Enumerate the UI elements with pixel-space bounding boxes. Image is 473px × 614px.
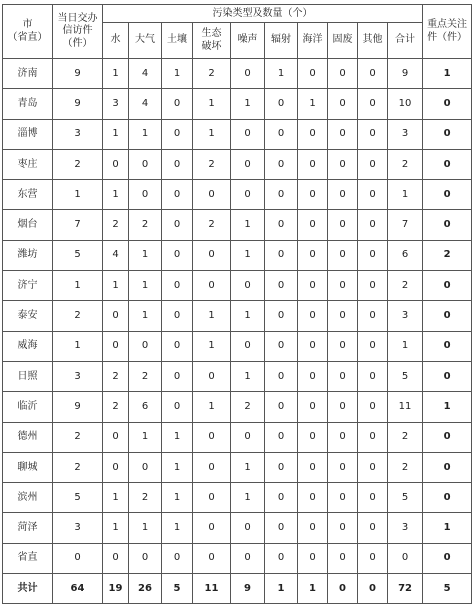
table-cell: 0 xyxy=(328,483,358,513)
table-cell: 0 xyxy=(358,210,388,240)
total-label: 共计 xyxy=(3,574,53,604)
total-cell: 1 xyxy=(265,574,298,604)
table-cell: 1 xyxy=(103,513,129,543)
table-cell: 0 xyxy=(358,149,388,179)
total-cell: 9 xyxy=(231,574,265,604)
header-type: 水 xyxy=(103,23,129,59)
table-cell: 4 xyxy=(129,89,162,119)
table-cell: 0 xyxy=(162,149,193,179)
table-cell: 0 xyxy=(129,149,162,179)
table-cell: 0 xyxy=(162,361,193,391)
table-row xyxy=(3,331,472,361)
table-row xyxy=(3,543,472,573)
table-cell: 0 xyxy=(265,240,298,270)
table-cell: 1 xyxy=(129,422,162,452)
table-cell: 0 xyxy=(358,361,388,391)
table-cell: 2 xyxy=(388,452,423,482)
table-cell: 0 xyxy=(328,392,358,422)
table-cell: 2 xyxy=(231,392,265,422)
table-cell: 0 xyxy=(358,119,388,149)
table-row xyxy=(3,513,472,543)
table-cell: 0 xyxy=(231,271,265,301)
row-city-name: 威海 xyxy=(3,331,53,361)
table-cell: 1 xyxy=(103,483,129,513)
table-cell: 0 xyxy=(298,513,328,543)
table-cell: 0 xyxy=(358,301,388,331)
table-cell: 0 xyxy=(298,392,328,422)
table-row xyxy=(3,119,472,149)
table-cell: 0 xyxy=(265,513,298,543)
table-cell: 0 xyxy=(358,271,388,301)
table-cell: 0 xyxy=(298,301,328,331)
table-cell: 0 xyxy=(358,422,388,452)
table-cell: 7 xyxy=(388,210,423,240)
header-type: 噪声 xyxy=(231,23,265,59)
table-cell: 2 xyxy=(193,210,231,240)
table-cell: 10 xyxy=(388,89,423,119)
table-row xyxy=(3,89,472,119)
header-type: 合计 xyxy=(388,23,423,59)
table-cell: 0 xyxy=(162,240,193,270)
table-cell: 0 xyxy=(298,119,328,149)
table-cell: 5 xyxy=(388,361,423,391)
table-cell: 0 xyxy=(265,543,298,573)
table-cell: 0 xyxy=(103,543,129,573)
table-cell: 1 xyxy=(129,271,162,301)
table-cell: 2 xyxy=(423,240,472,270)
table-cell: 1 xyxy=(231,483,265,513)
total-cell: 1 xyxy=(298,574,328,604)
table-cell: 2 xyxy=(388,271,423,301)
table-cell: 0 xyxy=(298,59,328,89)
table-cell: 0 xyxy=(265,271,298,301)
table-cell: 1 xyxy=(129,119,162,149)
table-cell: 1 xyxy=(162,513,193,543)
table-cell: 1 xyxy=(193,392,231,422)
table-cell: 1 xyxy=(423,513,472,543)
total-cell: 11 xyxy=(193,574,231,604)
table-cell: 0 xyxy=(265,210,298,240)
total-cell: 5 xyxy=(423,574,472,604)
row-city-name: 东营 xyxy=(3,180,53,210)
row-city-name: 聊城 xyxy=(3,452,53,482)
table-cell: 1 xyxy=(231,361,265,391)
table-cell: 1 xyxy=(129,240,162,270)
table-cell: 0 xyxy=(328,271,358,301)
table-cell: 0 xyxy=(423,210,472,240)
row-city-name: 德州 xyxy=(3,422,53,452)
table-cell: 1 xyxy=(162,483,193,513)
table-row xyxy=(3,452,472,482)
table-row xyxy=(3,149,472,179)
table-cell: 6 xyxy=(388,240,423,270)
table-cell: 0 xyxy=(358,240,388,270)
table-cell: 0 xyxy=(231,422,265,452)
table-cell: 5 xyxy=(388,483,423,513)
table-cell: 2 xyxy=(103,361,129,391)
table-cell: 0 xyxy=(53,543,103,573)
table-cell: 0 xyxy=(103,301,129,331)
table-cell: 0 xyxy=(328,149,358,179)
table-cell: 0 xyxy=(265,361,298,391)
header-type: 辐射 xyxy=(265,23,298,59)
table-cell: 0 xyxy=(231,149,265,179)
table-cell: 0 xyxy=(129,331,162,361)
total-cell: 5 xyxy=(162,574,193,604)
table-cell: 0 xyxy=(358,452,388,482)
table-cell: 0 xyxy=(328,89,358,119)
table-cell: 0 xyxy=(103,452,129,482)
table-cell: 0 xyxy=(265,422,298,452)
table-cell: 0 xyxy=(162,301,193,331)
table-cell: 1 xyxy=(298,89,328,119)
table-cell: 0 xyxy=(298,331,328,361)
table-cell: 0 xyxy=(358,483,388,513)
table-cell: 0 xyxy=(265,149,298,179)
table-container xyxy=(2,4,471,611)
table-cell: 0 xyxy=(328,331,358,361)
table-cell: 2 xyxy=(103,210,129,240)
table-cell: 2 xyxy=(53,452,103,482)
table-cell: 0 xyxy=(162,392,193,422)
table-cell: 0 xyxy=(423,422,472,452)
table-cell: 0 xyxy=(328,301,358,331)
table-cell: 0 xyxy=(298,271,328,301)
row-city-name: 日照 xyxy=(3,361,53,391)
table-cell: 2 xyxy=(129,483,162,513)
table-cell: 0 xyxy=(162,331,193,361)
table-cell: 5 xyxy=(53,240,103,270)
table-row xyxy=(3,422,472,452)
table-cell: 0 xyxy=(358,513,388,543)
table-cell: 0 xyxy=(328,119,358,149)
table-cell: 3 xyxy=(388,513,423,543)
header-letters: 当日交办 信访件 （件） xyxy=(53,5,103,59)
table-cell: 0 xyxy=(162,119,193,149)
header-type: 海洋 xyxy=(298,23,328,59)
row-city-name: 滨州 xyxy=(3,483,53,513)
table-cell: 0 xyxy=(103,422,129,452)
table-cell: 0 xyxy=(328,361,358,391)
table-cell: 0 xyxy=(265,392,298,422)
row-city-name: 菏泽 xyxy=(3,513,53,543)
table-cell: 0 xyxy=(423,543,472,573)
table-cell: 0 xyxy=(298,422,328,452)
table-cell: 0 xyxy=(298,240,328,270)
table-cell: 1 xyxy=(423,59,472,89)
table-row xyxy=(3,180,472,210)
table-cell: 0 xyxy=(298,543,328,573)
table-cell: 0 xyxy=(129,543,162,573)
table-cell: 0 xyxy=(328,210,358,240)
table-cell: 0 xyxy=(129,452,162,482)
table-cell: 0 xyxy=(193,452,231,482)
table-cell: 0 xyxy=(193,271,231,301)
table-cell: 1 xyxy=(129,513,162,543)
total-cell: 0 xyxy=(328,574,358,604)
table-cell: 0 xyxy=(423,361,472,391)
row-city-name: 济宁 xyxy=(3,271,53,301)
table-cell: 9 xyxy=(53,392,103,422)
table-cell: 0 xyxy=(328,452,358,482)
row-city-name: 泰安 xyxy=(3,301,53,331)
header-pollution-group: 污染类型及数量（个） xyxy=(103,5,423,23)
total-cell: 19 xyxy=(103,574,129,604)
total-cell: 72 xyxy=(388,574,423,604)
table-cell: 0 xyxy=(298,149,328,179)
table-cell: 3 xyxy=(53,361,103,391)
total-cell: 64 xyxy=(53,574,103,604)
table-row xyxy=(3,59,472,89)
table-cell: 4 xyxy=(103,240,129,270)
table-cell: 2 xyxy=(103,392,129,422)
table-cell: 3 xyxy=(53,513,103,543)
table-cell: 1 xyxy=(231,301,265,331)
header-city: 市 （省直） xyxy=(3,5,53,59)
table-cell: 7 xyxy=(53,210,103,240)
table-cell: 0 xyxy=(162,271,193,301)
table-cell: 1 xyxy=(103,180,129,210)
table-cell: 0 xyxy=(231,513,265,543)
header-type: 其他 xyxy=(358,23,388,59)
table-cell: 0 xyxy=(265,331,298,361)
table-cell: 0 xyxy=(358,392,388,422)
table-cell: 1 xyxy=(265,59,298,89)
table-cell: 0 xyxy=(423,301,472,331)
total-cell: 0 xyxy=(358,574,388,604)
table-cell: 0 xyxy=(193,422,231,452)
table-cell: 0 xyxy=(328,180,358,210)
table-cell: 11 xyxy=(388,392,423,422)
row-city-name: 烟台 xyxy=(3,210,53,240)
table-cell: 0 xyxy=(162,543,193,573)
table-cell: 0 xyxy=(265,89,298,119)
table-cell: 0 xyxy=(388,543,423,573)
row-city-name: 潍坊 xyxy=(3,240,53,270)
table-row xyxy=(3,271,472,301)
table-cell: 9 xyxy=(53,59,103,89)
table-cell: 0 xyxy=(298,452,328,482)
table-cell: 0 xyxy=(328,240,358,270)
row-city-name: 济南 xyxy=(3,59,53,89)
header-type: 生态 破坏 xyxy=(193,23,231,59)
table-cell: 0 xyxy=(231,331,265,361)
table-cell: 0 xyxy=(129,180,162,210)
table-cell: 0 xyxy=(265,301,298,331)
table-cell: 0 xyxy=(358,180,388,210)
table-cell: 0 xyxy=(423,483,472,513)
table-cell: 0 xyxy=(265,452,298,482)
table-cell: 9 xyxy=(53,89,103,119)
table-cell: 0 xyxy=(231,59,265,89)
table-cell: 0 xyxy=(423,149,472,179)
table-cell: 1 xyxy=(53,180,103,210)
table-cell: 1 xyxy=(103,59,129,89)
table-cell: 1 xyxy=(53,271,103,301)
table-cell: 0 xyxy=(328,59,358,89)
table-cell: 0 xyxy=(162,180,193,210)
table-cell: 0 xyxy=(423,180,472,210)
table-cell: 0 xyxy=(298,361,328,391)
table-cell: 1 xyxy=(162,59,193,89)
table-cell: 1 xyxy=(129,301,162,331)
table-cell: 1 xyxy=(162,422,193,452)
table-cell: 0 xyxy=(162,89,193,119)
table-cell: 1 xyxy=(193,301,231,331)
table-cell: 2 xyxy=(129,361,162,391)
table-cell: 1 xyxy=(193,331,231,361)
table-cell: 1 xyxy=(388,180,423,210)
total-row xyxy=(3,574,472,604)
table-row xyxy=(3,240,472,270)
table-cell: 0 xyxy=(231,119,265,149)
table-cell: 0 xyxy=(328,543,358,573)
table-cell: 1 xyxy=(231,210,265,240)
table-cell: 1 xyxy=(162,452,193,482)
row-city-name: 淄博 xyxy=(3,119,53,149)
header-type: 土壤 xyxy=(162,23,193,59)
table-cell: 4 xyxy=(129,59,162,89)
table-row xyxy=(3,392,472,422)
table-cell: 1 xyxy=(231,452,265,482)
table-cell: 0 xyxy=(358,331,388,361)
table-cell: 0 xyxy=(193,361,231,391)
table-cell: 0 xyxy=(265,180,298,210)
table-cell: 0 xyxy=(162,210,193,240)
table-cell: 0 xyxy=(231,543,265,573)
total-cell: 26 xyxy=(129,574,162,604)
table-cell: 1 xyxy=(193,89,231,119)
table-cell: 0 xyxy=(193,180,231,210)
table-cell: 2 xyxy=(388,422,423,452)
table-cell: 6 xyxy=(129,392,162,422)
table-cell: 1 xyxy=(388,331,423,361)
table-cell: 0 xyxy=(231,180,265,210)
table-cell: 0 xyxy=(423,119,472,149)
table-cell: 0 xyxy=(298,180,328,210)
row-city-name: 青岛 xyxy=(3,89,53,119)
header-key-concern: 重点关注 件（件） xyxy=(423,5,472,59)
table-cell: 0 xyxy=(103,149,129,179)
table-cell: 2 xyxy=(53,149,103,179)
table-cell: 0 xyxy=(328,513,358,543)
row-city-name: 枣庄 xyxy=(3,149,53,179)
table-cell: 0 xyxy=(298,210,328,240)
table-cell: 0 xyxy=(423,271,472,301)
table-cell: 0 xyxy=(103,331,129,361)
table-cell: 0 xyxy=(358,89,388,119)
table-cell: 3 xyxy=(388,301,423,331)
table-row xyxy=(3,301,472,331)
table-cell: 1 xyxy=(53,331,103,361)
table-cell: 0 xyxy=(358,543,388,573)
table-cell: 0 xyxy=(298,483,328,513)
table-cell: 2 xyxy=(388,149,423,179)
row-city-name: 省直 xyxy=(3,543,53,573)
table-cell: 2 xyxy=(53,301,103,331)
table-cell: 0 xyxy=(193,513,231,543)
table-cell: 0 xyxy=(328,422,358,452)
table-cell: 3 xyxy=(53,119,103,149)
table-cell: 1 xyxy=(231,89,265,119)
table-row xyxy=(3,483,472,513)
table-cell: 1 xyxy=(103,119,129,149)
table-cell: 0 xyxy=(193,240,231,270)
table-body xyxy=(3,59,472,604)
table-cell: 1 xyxy=(423,392,472,422)
table-cell: 2 xyxy=(193,59,231,89)
table-cell: 2 xyxy=(193,149,231,179)
header-type: 大气 xyxy=(129,23,162,59)
table-row xyxy=(3,210,472,240)
table-cell: 9 xyxy=(388,59,423,89)
table-cell: 0 xyxy=(193,483,231,513)
header-type: 固废 xyxy=(328,23,358,59)
table-row xyxy=(3,361,472,391)
table-cell: 1 xyxy=(103,271,129,301)
table-cell: 3 xyxy=(103,89,129,119)
table-cell: 0 xyxy=(423,89,472,119)
table-cell: 2 xyxy=(129,210,162,240)
row-city-name: 临沂 xyxy=(3,392,53,422)
table-cell: 0 xyxy=(358,59,388,89)
table-cell: 2 xyxy=(53,422,103,452)
table-cell: 0 xyxy=(265,119,298,149)
table-cell: 0 xyxy=(423,452,472,482)
table-cell: 1 xyxy=(231,240,265,270)
table-cell: 1 xyxy=(193,119,231,149)
table-cell: 0 xyxy=(423,331,472,361)
table-cell: 3 xyxy=(388,119,423,149)
table-cell: 0 xyxy=(193,543,231,573)
table-cell: 5 xyxy=(53,483,103,513)
complaint-statistics-table xyxy=(2,4,472,604)
table-cell: 0 xyxy=(265,483,298,513)
